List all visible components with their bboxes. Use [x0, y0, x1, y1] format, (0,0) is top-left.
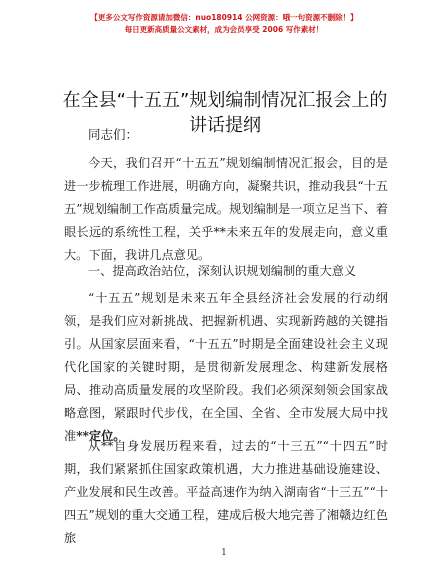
page-number: 1 [221, 548, 227, 558]
paragraph-3-main: “十五五”规划是未来五年全县经济社会发展的行动纲领，是我们应对新挑战、把握新机遇、实现新跨越的关键指引。从国家层面来看，“十五五”时期是全面建设社会主义现代化国家的关键时期，是贯彻新发展理念、构建新发展格局、推动高质量发展的攻坚阶段。我们必须深刻领会国家战略意图，紧跟时代步伐，在全国、全省、全市发展大局中找准 [64, 291, 388, 443]
promo-banner-line-2: 每日更新高质量公文素材，成为会员享受 2006 写作素材！ [124, 25, 324, 34]
paragraph-2-inline: 下面，我讲几点意见。 [88, 248, 211, 262]
paragraph-4-text: 从**自身发展历程来看，过去的“十三五”“十四五”时期，我们紧紧抓住国家政策机遇，大力推进基础设施建设、产业发展和民生改善。平益高速作为纳入湖南省“十三五”“十四五”规划的重大交通工程，建成后极大地完善了湘赣边红色旅 [64, 439, 388, 545]
promo-banner-line-1: 【更多公文写作资源请加微信：nuo180914 公网资源：哦一句资源不删除！】 [90, 13, 358, 22]
heading-1-text: 一、提高政治站位，深刻认识规划编制的重大意义 [88, 264, 357, 278]
paragraph-3-bold: **定位。 [76, 429, 126, 443]
document-title: 在全县“十五五”规划编制情况汇报会上的讲话提纲 [62, 90, 388, 136]
paragraph-1-text: 今天，我们召开“十五五”规划编制情况汇报会，目的是进一步梳理工作进展，明确方向，凝聚共识，推动我县“十五五”规划编制工作高质量完成。规划编制是一项立足当下、着眼长远的系统性工程，关乎**未来五年的发展走向，意义重大。下面，我讲几点意见。 [64, 156, 388, 262]
paragraph-3-text [64, 287, 388, 448]
section-heading-1 [64, 260, 388, 283]
paragraph-history [64, 435, 388, 550]
paragraph-significance [64, 287, 388, 448]
paragraph-intro [64, 152, 388, 267]
greeting: 同志们： [88, 127, 139, 142]
